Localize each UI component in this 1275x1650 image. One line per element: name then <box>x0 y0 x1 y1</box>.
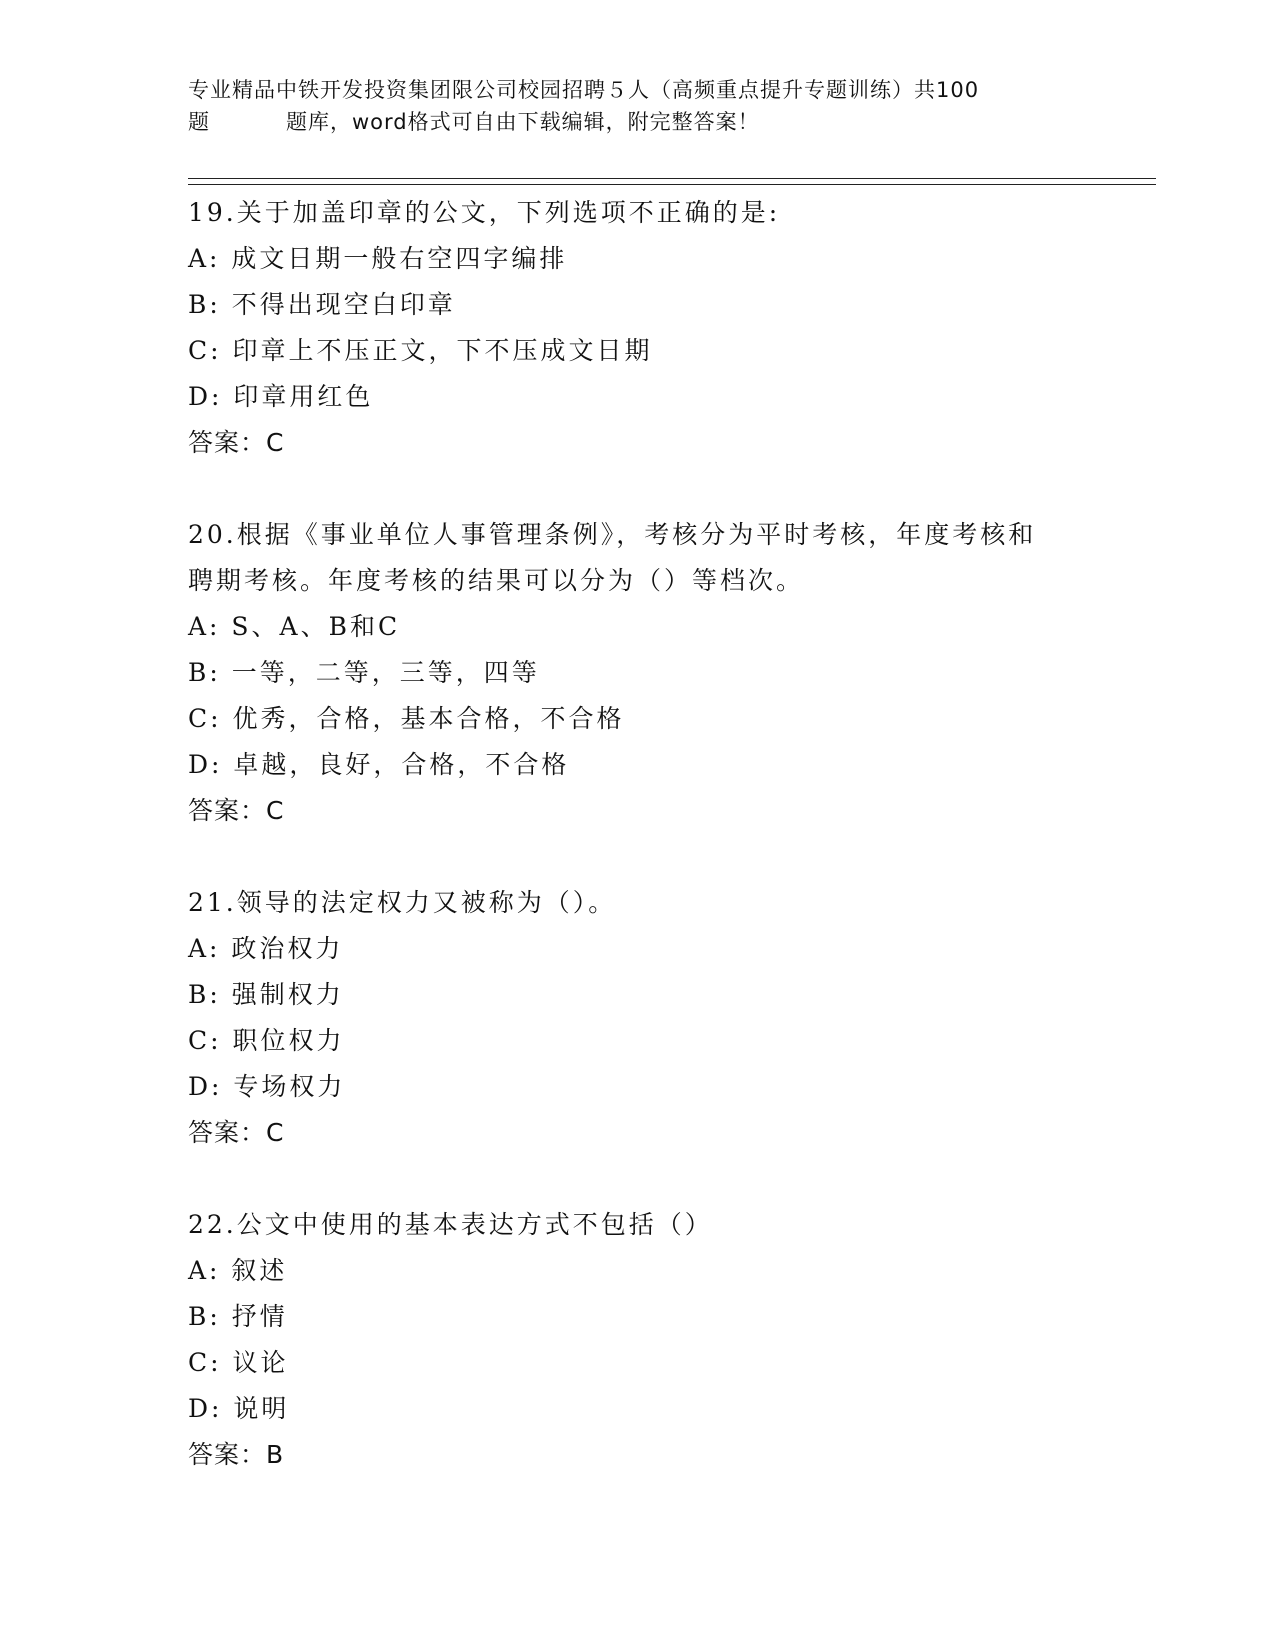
question-stem-continued: 聘期考核。年度考核的结果可以分为（）等档次。 <box>188 566 805 595</box>
answer-line: 答案：C <box>188 428 285 457</box>
option-a: A: S、A、B和C <box>188 612 401 641</box>
document-header <box>188 74 1108 138</box>
option-b: B: 强制权力 <box>188 980 344 1009</box>
option-c: C: 印章上不压正文，下不压成文日期 <box>188 336 653 365</box>
question-22 <box>188 1202 1148 1478</box>
header-title-line-2-start: 题 <box>188 110 210 134</box>
option-b: B: 一等，二等，三等，四等 <box>188 658 540 687</box>
question-stem: 21.领导的法定权力又被称为（）。 <box>188 888 617 917</box>
option-b: B: 抒情 <box>188 1302 288 1331</box>
option-c: C: 职位权力 <box>188 1026 345 1055</box>
question-stem: 22.公文中使用的基本表达方式不包括（） <box>188 1210 713 1239</box>
answer-line: 答案：C <box>188 1118 285 1147</box>
option-c: C: 议论 <box>188 1348 289 1377</box>
option-a: A: 成文日期一般右空四字编排 <box>188 244 568 273</box>
question-stem: 19.关于加盖印章的公文，下列选项不正确的是: <box>188 198 781 227</box>
option-d: D: 卓越，良好，合格，不合格 <box>188 750 570 779</box>
option-c: C: 优秀，合格，基本合格，不合格 <box>188 704 625 733</box>
option-d: D: 印章用红色 <box>188 382 374 411</box>
question-19 <box>188 190 1148 466</box>
question-20 <box>188 512 1148 834</box>
header-title-line-2 <box>188 106 1108 138</box>
question-21 <box>188 880 1148 1156</box>
option-a: A: 叙述 <box>188 1256 288 1285</box>
answer-line: 答案：B <box>188 1440 285 1469</box>
option-d: D: 说明 <box>188 1394 290 1423</box>
header-title-line-1: 专业精品中铁开发投资集团限公司校园招聘５人（高频重点提升专题训练）共100 <box>188 78 980 102</box>
question-list <box>188 190 1148 1478</box>
header-divider-top <box>188 178 1156 179</box>
option-a: A: 政治权力 <box>188 934 344 963</box>
question-stem: 20.根据《事业单位人事管理条例》，考核分为平时考核，年度考核和 <box>188 520 1037 549</box>
answer-line: 答案：C <box>188 796 285 825</box>
header-divider-bottom <box>188 184 1156 185</box>
option-b: B: 不得出现空白印章 <box>188 290 456 319</box>
option-d: D: 专场权力 <box>188 1072 346 1101</box>
header-title-line-2-rest: 题库，word格式可自由下载编辑，附完整答案！ <box>286 110 760 134</box>
